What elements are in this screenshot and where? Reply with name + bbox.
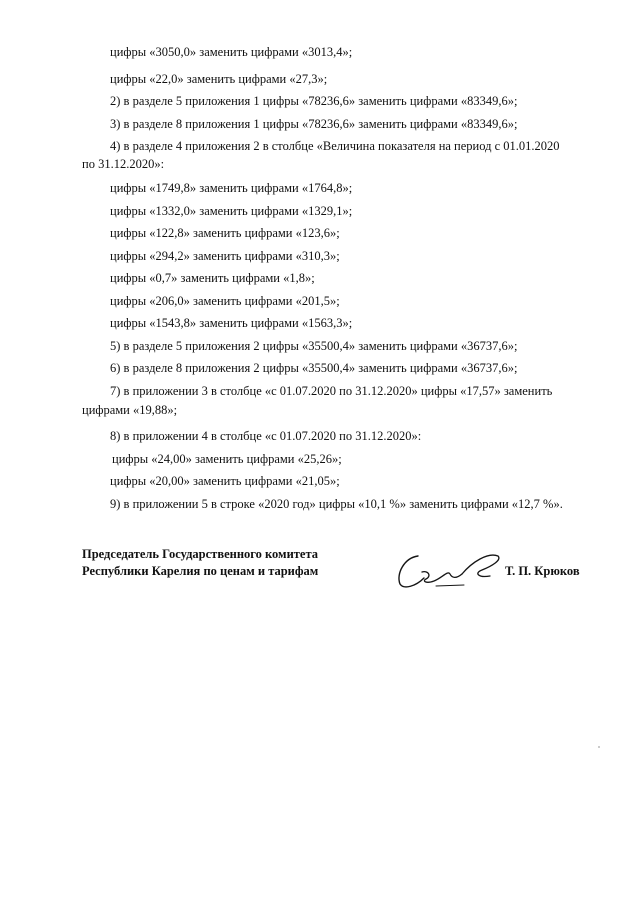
text-line-4: 3) в разделе 8 приложения 1 цифры «78236,6» заменить цифрами «83349,6»;	[110, 117, 518, 131]
text-line-7: цифры «1749,8» заменить цифрами «1764,8»;	[110, 181, 353, 195]
text-line-14: 5) в разделе 5 приложения 2 цифры «35500,4» заменить цифрами «36737,6»;	[110, 339, 518, 353]
text-line-15: 6) в разделе 8 приложения 2 цифры «35500,4» заменить цифрами «36737,6»;	[110, 361, 518, 375]
signer-name: Т. П. Крюков	[505, 564, 580, 578]
signatory-title	[82, 546, 318, 580]
text-line-13: цифры «1543,8» заменить цифрами «1563,3»;	[110, 316, 353, 330]
signatory-title-line-1: Председатель Государственного комитета	[82, 547, 319, 561]
text-line-11: цифры «0,7» заменить цифрами «1,8»;	[110, 271, 315, 285]
text-line-17: цифрами «19,88»;	[82, 403, 178, 417]
scan-speck	[598, 746, 600, 748]
text-line-6: по 31.12.2020»:	[82, 157, 165, 171]
text-line-1: цифры «3050,0» заменить цифрами «3013,4»;	[110, 45, 353, 59]
text-line-21: 9) в приложении 5 в строке «2020 год» цифры «10,1 %» заменить цифрами «12,7 %».	[110, 497, 563, 511]
text-line-9: цифры «122,8» заменить цифрами «123,6»;	[110, 226, 340, 240]
handwritten-signature	[392, 548, 504, 592]
text-line-3: 2) в разделе 5 приложения 1 цифры «78236,6» заменить цифрами «83349,6»;	[110, 94, 518, 108]
text-line-20: цифры «20,00» заменить цифрами «21,05»;	[110, 474, 340, 488]
text-line-2: цифры «22,0» заменить цифрами «27,3»;	[110, 72, 328, 86]
text-line-18: 8) в приложении 4 в столбце «с 01.07.2020 по 31.12.2020»:	[110, 429, 422, 443]
text-line-5: 4) в разделе 4 приложения 2 в столбце «Величина показателя на период с 01.01.2020	[110, 139, 560, 153]
text-line-16: 7) в приложении 3 в столбце «с 01.07.2020 по 31.12.2020» цифры «17,57» заменить	[110, 384, 553, 398]
text-line-12: цифры «206,0» заменить цифрами «201,5»;	[110, 294, 340, 308]
text-line-10: цифры «294,2» заменить цифрами «310,3»;	[110, 249, 340, 263]
signatory-title-line-2: Республики Карелия по ценам и тарифам	[82, 564, 319, 578]
text-line-19: цифры «24,00» заменить цифрами «25,26»;	[112, 452, 342, 466]
text-line-8: цифры «1332,0» заменить цифрами «1329,1»;	[110, 204, 353, 218]
